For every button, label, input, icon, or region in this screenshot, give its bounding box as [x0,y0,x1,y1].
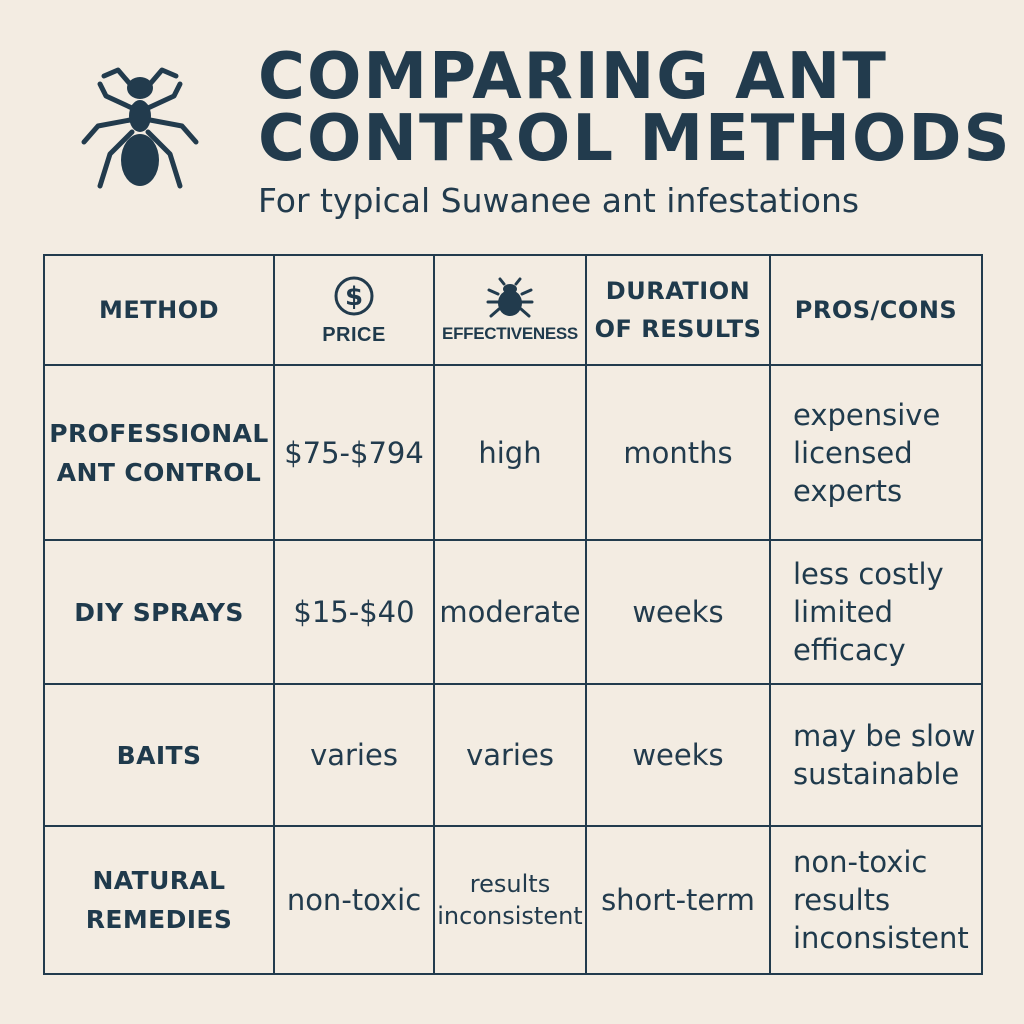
price-cell: non-toxic [274,826,434,974]
svg-text:$: $ [344,281,364,312]
table-row [44,365,982,540]
method-cell: BAITS [44,684,274,826]
duration-cell: short-term [586,826,770,974]
column-header-method: METHOD [44,255,274,365]
pros-cons-cell: non-toxic results inconsistent [770,826,982,974]
column-header-duration: DURATION OF RESULTS [586,255,770,365]
column-header-pros-cons: PROS/CONS [770,255,982,365]
title-line-1: COMPARING ANT [258,40,888,114]
column-header-effectiveness-label: EFFECTIVENESS [442,324,578,343]
column-header-price [274,255,434,365]
column-header-effectiveness [434,255,586,365]
price-cell: $15-$40 [274,540,434,684]
table-header-row [44,255,982,365]
method-cell: PROFESSIONAL ANT CONTROL [44,365,274,540]
duration-cell: months [586,365,770,540]
table-row [44,684,982,826]
effectiveness-cell: high [434,365,586,540]
table-row [44,826,982,974]
method-cell: DIY SPRAYS [44,540,274,684]
price-cell: varies [274,684,434,826]
price-cell: $75-$794 [274,365,434,540]
duration-cell: weeks [586,540,770,684]
table-row [44,540,982,684]
page-subtitle: For typical Suwanee ant infestations [258,181,860,220]
ant-icon [78,62,202,198]
pros-cons-cell: less costly limited efficacy [770,540,982,684]
pros-cons-cell: may be slow sustainable [770,684,982,826]
dollar-circle-icon [332,274,376,318]
comparison-table [43,254,983,975]
effectiveness-cell: moderate [434,540,586,684]
method-cell: NATURAL REMEDIES [44,826,274,974]
duration-cell: weeks [586,684,770,826]
effectiveness-cell: varies [434,684,586,826]
page-title [258,40,1012,176]
title-line-2: CONTROL METHODS [258,102,1012,176]
pros-cons-cell: expensive licensed experts [770,365,982,540]
column-header-price-label: PRICE [322,323,386,346]
effectiveness-cell: results inconsistent [434,826,586,974]
bug-icon [486,276,534,320]
